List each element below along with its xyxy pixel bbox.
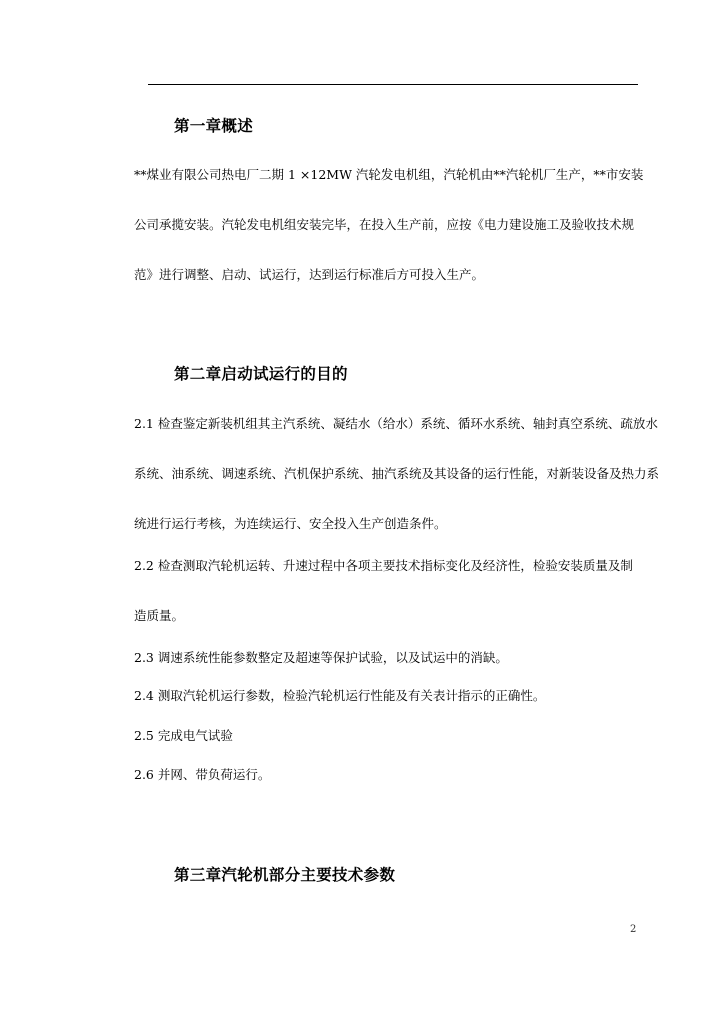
chapter-2-line-5: 造质量。 xyxy=(134,608,185,623)
chapter-1-heading: 第一章概述 xyxy=(174,117,254,135)
chapter-2-line-9: 2.6 并网、带负荷运行。 xyxy=(134,767,271,782)
chapter-1-line-2: 公司承揽安装。汽轮发电机组安装完毕，在投入生产前，应按《电力建设施工及验收技术规 xyxy=(134,217,635,232)
chapter-3-heading: 第三章汽轮机部分主要技术参数 xyxy=(174,866,396,884)
chapter-1-line-3: 范》进行调整、启动、试运行，达到运行标准后方可投入生产。 xyxy=(134,267,485,282)
chapter-2-line-7: 2.4 测取汽轮机运行参数，检验汽轮机运行性能及有关表计指示的正确性。 xyxy=(134,688,546,703)
chapter-2-line-8: 2.5 完成电气试验 xyxy=(134,728,233,743)
chapter-2-line-1: 2.1 检查鉴定新装机组其主汽系统、凝结水（给水）系统、循环水系统、轴封真空系统、疏放水 xyxy=(134,416,658,431)
chapter-2-line-3: 统进行运行考核，为连续运行、安全投入生产创造条件。 xyxy=(134,516,447,531)
chapter-2-line-6: 2.3 调速系统性能参数整定及超速等保护试验，以及试运中的消缺。 xyxy=(134,650,508,665)
page-number: 2 xyxy=(630,924,637,935)
chapter-1-line-1: **煤业有限公司热电厂二期 1 ×12MW 汽轮发电机组，汽轮机由**汽轮机厂生产，**市安装 xyxy=(134,167,644,182)
chapter-2-line-4: 2.2 检查测取汽轮机运转、升速过程中各项主要技术指标变化及经济性，检验安装质量及制 xyxy=(134,558,633,573)
chapter-2-heading: 第二章启动试运行的目的 xyxy=(174,365,348,383)
header-rule xyxy=(148,84,638,85)
chapter-2-line-2: 系统、油系统、调速系统、汽机保护系统、抽汽系统及其设备的运行性能，对新装设备及热力系 xyxy=(134,466,660,481)
